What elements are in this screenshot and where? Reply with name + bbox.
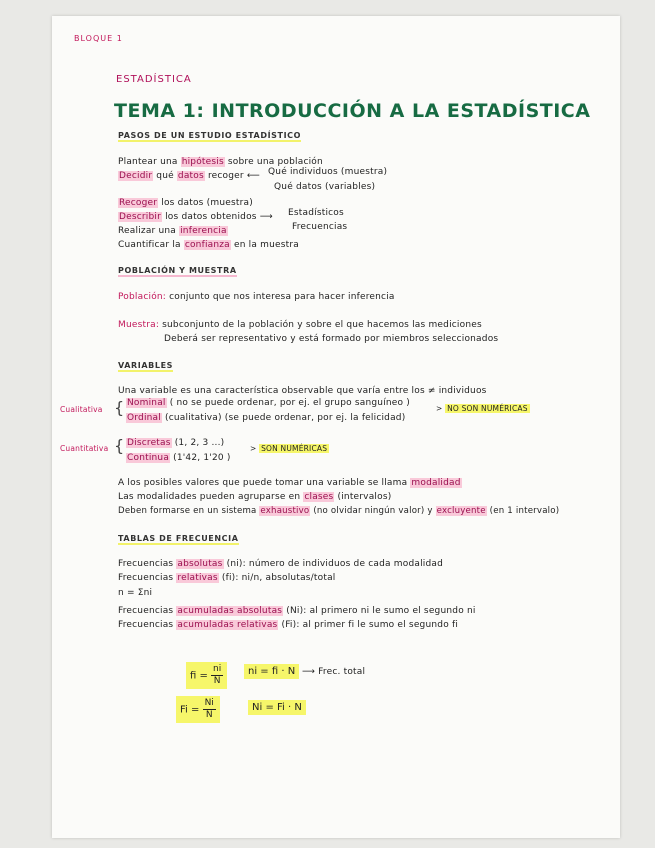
freq-acum-absolutas xyxy=(118,606,476,616)
section-heading-variables: VARIABLES xyxy=(118,361,173,370)
definition-text: (en 1 intervalo) xyxy=(489,506,560,516)
subject-heading: ESTADÍSTICA xyxy=(116,74,192,85)
fraction-numerator: ni xyxy=(213,664,222,674)
step-line-3 xyxy=(118,198,253,208)
step-text: los datos obtenidos xyxy=(165,212,257,222)
step-text: Plantear una xyxy=(118,157,178,167)
term-highlight: acumuladas absolutas xyxy=(177,606,283,616)
term-highlight: Decidir xyxy=(119,171,153,181)
highlight-label: SON NUMÉRICAS xyxy=(261,444,328,453)
step-line-2 xyxy=(118,171,260,181)
term-highlight: Nominal xyxy=(127,398,166,408)
modalidad-line-2 xyxy=(118,492,391,502)
term-highlight: exhaustivo xyxy=(260,506,310,516)
step-line-6 xyxy=(118,240,299,250)
freq-absolutas xyxy=(118,559,443,569)
cualitativa-label: Cualitativa xyxy=(60,405,103,414)
formula-lhs: fi = xyxy=(190,670,208,682)
block-label: BLOQUE 1 xyxy=(74,34,123,43)
term-label: Población: xyxy=(118,292,167,302)
step-text: sobre una población xyxy=(227,157,323,167)
definition-text: (1'42, 1'20 ) xyxy=(173,453,231,463)
term-highlight: acumuladas relativas xyxy=(177,620,278,630)
definition-text: Frecuencias xyxy=(118,573,174,583)
branch-frecuencias: Frecuencias xyxy=(292,222,348,232)
modalidad-line-3 xyxy=(118,506,559,516)
formula-ni: ni = fi · N xyxy=(244,664,299,679)
term-highlight: clases xyxy=(304,492,334,502)
term-label: Muestra: xyxy=(118,320,160,330)
arrow-icon: > xyxy=(436,404,443,413)
continua-line xyxy=(126,453,231,463)
term-highlight: Continua xyxy=(127,453,170,463)
term-highlight: hipótesis xyxy=(181,157,224,167)
section-heading-tablas: TABLAS DE FRECUENCIA xyxy=(118,534,239,543)
ordinal-line xyxy=(126,413,405,423)
definition-text: Deben formarse en un sistema xyxy=(118,506,257,516)
fraction xyxy=(203,698,216,721)
definition-text: (Ni): al primero ni le sumo el segundo ni xyxy=(286,606,476,616)
definition-text: (1, 2, 3 ...) xyxy=(174,438,225,448)
definition-text: (intervalos) xyxy=(337,492,392,502)
definition-text: conjunto que nos interesa para hacer inferencia xyxy=(169,292,395,302)
step-text: recoger xyxy=(207,171,244,181)
section-heading-poblacion: POBLACIÓN Y MUESTRA xyxy=(118,266,237,275)
term-highlight: datos xyxy=(177,171,204,181)
page-title: TEMA 1: INTRODUCCIÓN A LA ESTADÍSTICA xyxy=(114,100,591,122)
highlight-label: NO SON NUMÉRICAS xyxy=(447,404,528,413)
step-line-4 xyxy=(118,212,273,222)
definition-text: (fi): ni/n, absolutas/total xyxy=(221,573,336,583)
arrow-icon: ⟶ xyxy=(259,212,273,222)
definition-text: Frecuencias xyxy=(118,559,174,569)
step-text: Realizar una xyxy=(118,226,177,236)
notebook-page xyxy=(52,16,620,838)
muestra-def xyxy=(118,320,482,330)
poblacion-def xyxy=(118,292,395,302)
freq-acum-relativas xyxy=(118,620,458,630)
step-line-5 xyxy=(118,226,228,236)
formula-lhs: Fi = xyxy=(180,704,200,716)
definition-text: Las modalidades pueden agruparse en xyxy=(118,492,301,502)
n-sum: n = Σni xyxy=(118,588,153,598)
term-highlight: confianza xyxy=(184,240,230,250)
definition-text: subconjunto de la población y sobre el que hacemos las mediciones xyxy=(162,320,482,330)
discreta-line xyxy=(126,438,224,448)
step-text: los datos (muestra) xyxy=(161,198,253,208)
term-highlight: inferencia xyxy=(180,226,227,236)
nominal-line xyxy=(126,398,410,408)
arrow-icon: > xyxy=(250,444,257,453)
formula-Fi xyxy=(176,696,220,723)
definition-text: Frecuencias xyxy=(118,620,174,630)
fraction xyxy=(211,664,223,687)
fraction-denominator: N xyxy=(213,676,221,686)
cuantitativa-label: Cuantitativa xyxy=(60,444,109,453)
step-text: qué xyxy=(156,171,174,181)
term-highlight: Ordinal xyxy=(127,413,161,423)
brace-icon: { xyxy=(114,436,125,455)
freq-relativas xyxy=(118,573,335,583)
brace-icon: { xyxy=(114,398,125,417)
term-highlight: excluyente xyxy=(436,506,486,516)
definition-text: Frecuencias xyxy=(118,606,174,616)
son-numericas-note xyxy=(250,444,329,453)
branch-estadisticos: Estadísticos xyxy=(288,208,344,218)
formula-fi xyxy=(186,662,227,689)
frec-total-note: ⟶ Frec. total xyxy=(302,667,366,677)
term-highlight: Describir xyxy=(119,212,162,222)
branch-individuos: Qué individuos (muestra) xyxy=(268,167,388,177)
step-text: Cuantificar la xyxy=(118,240,181,250)
term-highlight: modalidad xyxy=(411,478,461,488)
definition-text: (cualitativa) (se puede ordenar, por ej. la felicidad) xyxy=(165,413,406,423)
term-highlight: relativas xyxy=(177,573,218,583)
term-highlight: Recoger xyxy=(119,198,158,208)
variables-intro: Una variable es una característica observable que varía entre los ≠ individuos xyxy=(118,386,487,396)
definition-text: (Fi): al primer fi le sumo el segundo fi xyxy=(281,620,459,630)
step-line-1 xyxy=(118,157,323,167)
section-heading-pasos: PASOS DE UN ESTUDIO ESTADÍSTICO xyxy=(118,131,302,140)
modalidad-line-1 xyxy=(118,478,462,488)
fraction-denominator: N xyxy=(205,710,213,720)
term-highlight: Discretas xyxy=(127,438,171,448)
fraction-numerator: Ni xyxy=(204,698,214,708)
definition-text: (no olvidar ningún valor) y xyxy=(313,506,433,516)
definition-text: (ni): número de individuos de cada modalidad xyxy=(226,559,444,569)
branch-datos: Qué datos (variables) xyxy=(274,182,376,192)
no-numericas-note xyxy=(436,404,530,413)
arrow-icon: ⟵ xyxy=(246,171,260,181)
definition-text: ( no se puede ordenar, por ej. el grupo sanguíneo ) xyxy=(169,398,411,408)
muestra-note: Deberá ser representativo y está formado por miembros seleccionados xyxy=(164,334,499,344)
formula-Ni: Ni = Fi · N xyxy=(248,700,306,715)
term-highlight: absolutas xyxy=(177,559,223,569)
step-text: en la muestra xyxy=(233,240,299,250)
definition-text: A los posibles valores que puede tomar una variable se llama xyxy=(118,478,408,488)
